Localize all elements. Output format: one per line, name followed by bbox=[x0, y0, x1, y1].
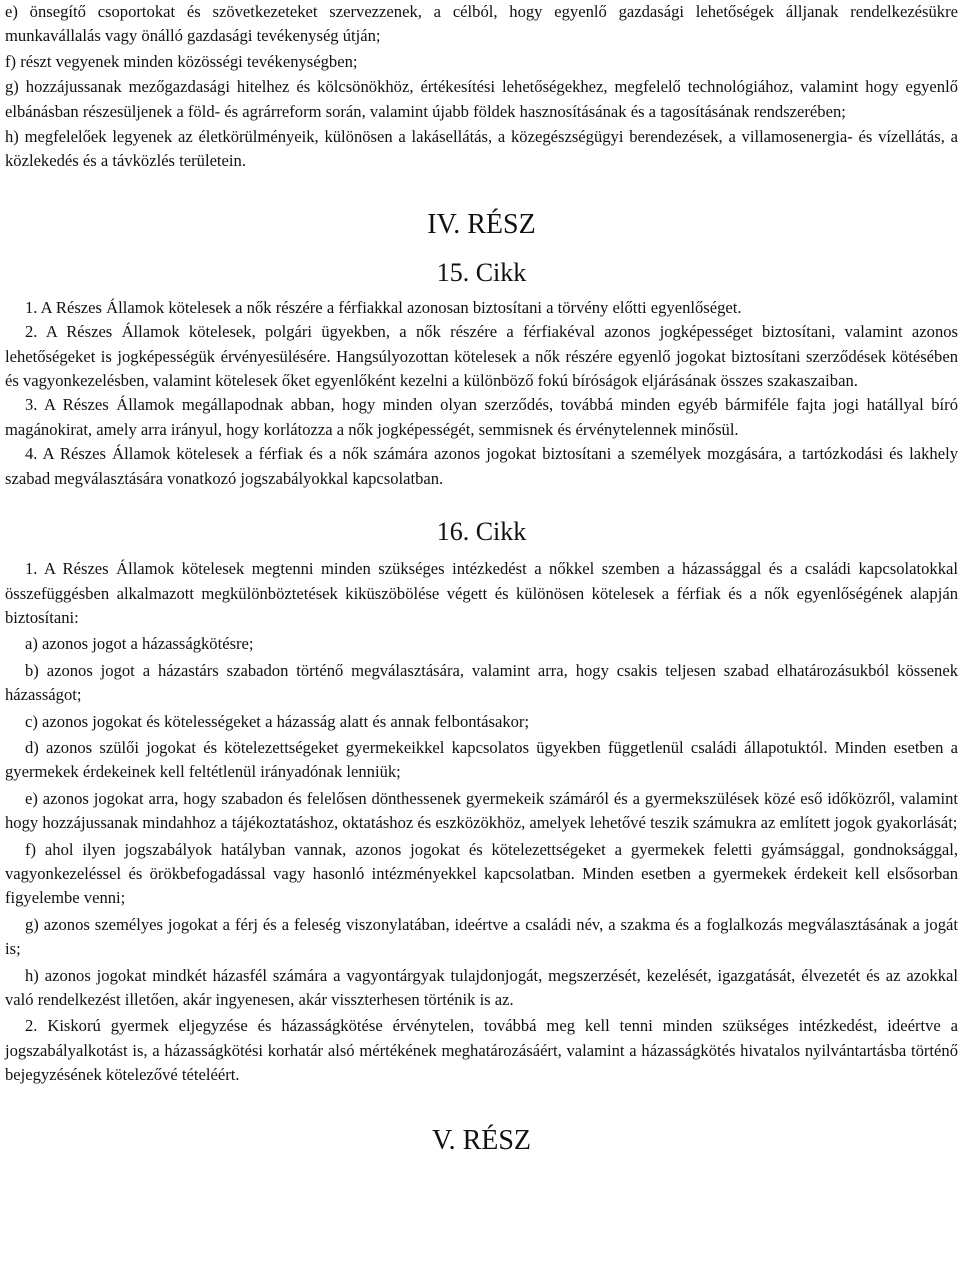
article-15-para-3: 3. A Részes Államok megállapodnak abban, hogy minden olyan szerződés, továbbá minden egyéb bármiféle fajta jogi hatállyal bíró magánokirat, amely arra irányul, hogy korlátozza a nők jogképességét, semmisnek és érvénytelennek minősül. bbox=[5, 395, 958, 439]
article-16-item-e: e) azonos jogokat arra, hogy szabadon és felelősen dönthessenek gyermekeik számáról és a gyermekszülések közé eső időközről, valamint hogy hozzájussanak mindahhoz a tájékoztatáshoz, oktatáshoz és eszközökhöz, amelyek lehetővé teszik számukra az említett jogok gyakorlását; bbox=[5, 788, 958, 833]
article-16-item-h: h) azonos jogokat mindkét házasfél számára a vagyontárgyak tulajdonjogát, megszerzését, kezelését, igazgatását, élvezetét és az azokkal való rendelkezést illetően, akár ingyenesen, akár visszterhesen történik is az. bbox=[5, 965, 958, 1009]
article-16-item-b: b) azonos jogot a házastárs szabadon történő megválasztására, valamint arra, hogy csakis teljesen szabad elhatározásukból kössenek házasságot; bbox=[5, 660, 958, 705]
article-16-item-c: c) azonos jogokat és kötelességeket a házasság alatt és annak felbontásakor; bbox=[25, 711, 530, 731]
article-16-para-2: 2. Kiskorú gyermek eljegyzése és házasságkötése érvénytelen, továbbá meg kell tenni minden szükséges intézkedést, ideértve a jogszabályalkotást is, a házasságkötési korhatár alsó mértékének meghatározásáért, valamint a házasságkötés hivatalos nyilvántartásba történő bejegyzésének kötelezővé tételéért. bbox=[5, 1016, 958, 1085]
list-item-g: g) hozzájussanak mezőgazdasági hitelhez és kölcsönökhöz, értékesítési lehetőségekhez, megfelelő technológiához, valamint hogy egyenlő elbánásban részesüljenek a föld- és agrárreform során, valamint újabb földek hasznosításának és a tagosításának rendszerében; bbox=[5, 77, 958, 121]
part-v-heading: V. RÉSZ bbox=[431, 1124, 532, 1156]
article-16-item-a: a) azonos jogot a házasságkötésre; bbox=[25, 634, 254, 654]
document-page bbox=[5, 0, 958, 1158]
list-item-f: f) részt vegyenek minden közösségi tevékenységben; bbox=[5, 51, 358, 71]
article-16-heading: 16. Cikk bbox=[436, 517, 527, 547]
article-16-intro: 1. A Részes Államok kötelesek megtenni minden szükséges intézkedést a nőkkel szemben a házassággal és a családi kapcsolatokkal összefüggésben alkalmazott megkülönböztetések kiküszöbölése végett és különösen kötelesek a férfiak és a nők egyenlőségének alapján biztosítani: bbox=[5, 559, 958, 627]
article-15-heading: 15. Cikk bbox=[436, 257, 527, 287]
list-item-e: e) önsegítő csoportokat és szövetkezeteket szervezzenek, a célból, hogy egyenlő gazdasági lehetőségek álljanak rendelkezésükre munkavállalás vagy önálló gazdasági tevékenység útján; bbox=[5, 2, 958, 46]
article-15-para-4: 4. A Részes Államok kötelesek a férfiak és a nők számára azonos jogokat biztosítani a személyek mozgására, a tartózkodási és lakhely szabad megválasztására vonatkozó jogszabályokkal kapcsolatban. bbox=[5, 444, 958, 488]
list-item-h: h) megfelelőek legyenek az életkörülményeik, különösen a lakásellátás, a közegészségügyi berendezések, a villamosenergia- és vízellátás, a közlekedés és a távközlés területein. bbox=[5, 127, 958, 171]
article-16-item-d: d) azonos szülői jogokat és kötelezettségeket gyermekeikkel kapcsolatos ügyekben függetlenül családi állapotuktól. Minden esetben a gyermekek érdekeinek kell feltétlenül irányadónak lenniük; bbox=[5, 737, 958, 782]
article-16-item-f: f) ahol ilyen jogszabályok hatályban vannak, azonos jogokat és kötelezettségeket a gyermekek feletti gyámsággal, gondnoksággal, vagyonkezeléssel és örökbefogadással vagy hasonló intézményekkel kapcsolatban. Minden esetben a gyermekek érdekeit kell elsősorban figyelembe venni; bbox=[5, 839, 958, 908]
article-15-para-2: 2. A Részes Államok kötelesek, polgári ügyekben, a nők részére a férfiakéval azonos jogképességet biztosítani, valamint azonos lehetőségeket is jogképességük érvényesülésére. Hangsúlyozottan kötelesek a nők részére egyenlő jogokat biztosítani szerződések kötésében és vagyonkezelésben, valamint kötelesek őket egyenlőként kezelni a különböző fokú bíróságok eljárásának összes szakaszaiban. bbox=[5, 322, 958, 391]
article-15-para-1: 1. A Részes Államok kötelesek a nők részére a férfiakkal azonosan biztosítani a törvény előtti egyenlőséget. bbox=[25, 297, 742, 317]
article-16-item-g: g) azonos személyes jogokat a férj és a feleség viszonylatában, ideértve a családi név, a szakma és a foglalkozás megválasztásának a jogát is; bbox=[5, 914, 958, 959]
part-iv-heading: IV. RÉSZ bbox=[427, 208, 536, 240]
